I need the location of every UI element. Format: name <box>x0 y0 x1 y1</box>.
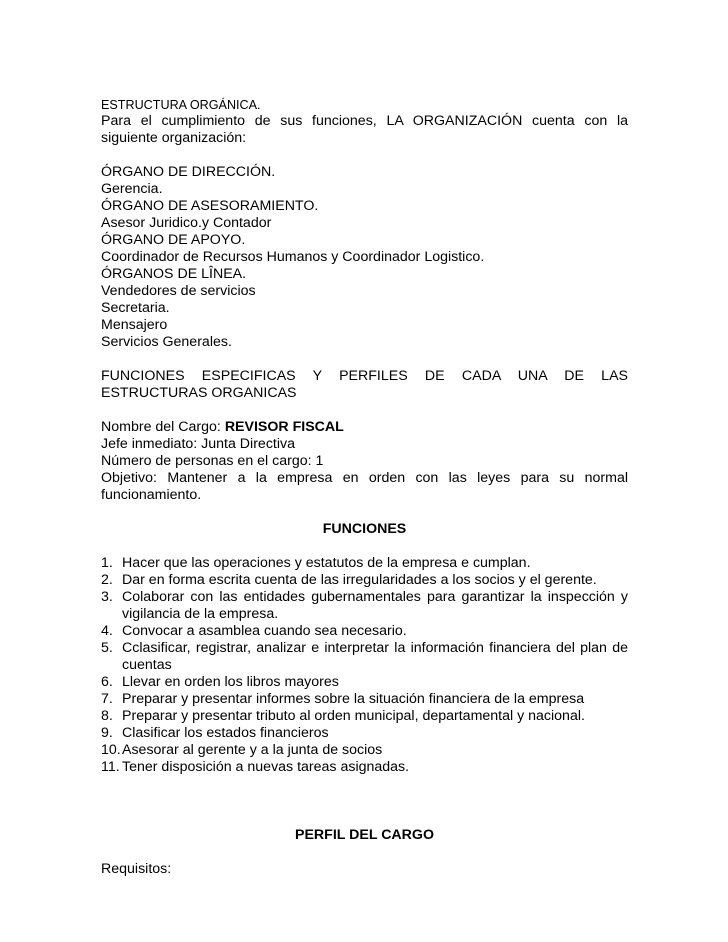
organ-item: Coordinador de Recursos Humanos y Coordinador Logistico. <box>101 249 485 265</box>
list-item <box>101 759 628 776</box>
list-text: Preparar y presentar informes sobre la situación financiera de la empresa <box>122 691 585 707</box>
document-page <box>101 97 628 878</box>
list-item <box>101 640 628 674</box>
organ-heading: ÓRGANO DE DIRECCIÓN. <box>101 164 276 180</box>
perfil-title: PERFIL DEL CARGO <box>295 827 434 843</box>
list-number: 3. <box>101 589 113 605</box>
list-number: 9. <box>101 725 113 741</box>
requisitos-label: Requisitos: <box>101 861 172 877</box>
list-item <box>101 555 628 572</box>
list-item <box>101 691 628 708</box>
funciones-list <box>101 555 628 776</box>
list-text: Colaborar con las entidades gubernamentales para garantizar la inspección y vigilancia de la empresa. <box>122 589 628 622</box>
list-number: 11. <box>101 759 120 775</box>
organ-item: Mensajero <box>101 317 168 333</box>
organ-heading: ÓRGANO DE ASESORAMIENTO. <box>101 198 319 214</box>
organ-item: Asesor Juridico.y Contador <box>101 215 272 231</box>
list-text: Cclasificar, registrar, analizar e interpretar la información financiera del plan de cuentas <box>122 640 628 673</box>
list-number: 7. <box>101 691 113 707</box>
list-item <box>101 623 628 640</box>
list-number: 4. <box>101 623 113 639</box>
organ-item: Gerencia. <box>101 181 163 197</box>
list-item <box>101 589 628 623</box>
job-details <box>101 419 628 504</box>
job-name-label: Nombre del Cargo: <box>101 419 225 435</box>
list-text: Convocar a asamblea cuando sea necesario. <box>122 623 407 639</box>
job-boss: Jefe inmediato: Junta Directiva <box>101 436 295 452</box>
list-number: 8. <box>101 708 113 724</box>
list-text: Preparar y presentar tributo al orden municipal, departamental y nacional. <box>122 708 585 724</box>
list-text: Asesorar al gerente y a la junta de socios <box>122 742 383 758</box>
job-name-value: REVISOR FISCAL <box>224 419 344 435</box>
organ-structure <box>101 164 628 351</box>
organ-item: Secretaria. <box>101 300 170 316</box>
organ-heading: ÓRGANO DE APOYO. <box>101 232 246 248</box>
list-number: 5. <box>101 640 113 656</box>
list-item <box>101 725 628 742</box>
list-number: 2. <box>101 572 113 588</box>
list-number: 10. <box>101 742 121 758</box>
list-text: Tener disposición a nuevas tareas asignadas. <box>122 759 410 775</box>
job-objective: Objetivo: Mantener a la empresa en orden con las leyes para su normal funcionamiento. <box>101 470 628 503</box>
organ-item: Servicios Generales. <box>101 334 232 350</box>
intro-paragraph: Para el cumplimiento de sus funciones, LA ORGANIZACIÓN cuenta con la siguiente organización: <box>101 113 628 146</box>
list-item <box>101 572 628 589</box>
list-text: Llevar en orden los libros mayores <box>122 674 339 690</box>
section-title: ESTRUCTURA ORGÁNICA. <box>101 98 261 112</box>
list-item <box>101 708 628 725</box>
list-number: 6. <box>101 674 113 690</box>
list-item <box>101 674 628 691</box>
organ-heading: ÓRGANOS DE LÎNEA. <box>101 266 247 282</box>
job-count: Número de personas en el cargo: 1 <box>101 453 324 469</box>
list-text: Clasificar los estados financieros <box>122 725 329 741</box>
list-item <box>101 742 628 759</box>
functions-heading: FUNCIONES ESPECIFICAS Y PERFILES DE CADA UNA DE LAS ESTRUCTURAS ORGANICAS <box>101 368 628 401</box>
list-text: Dar en forma escrita cuenta de las irregularidades a los socios y el gerente. <box>122 572 597 588</box>
list-text: Hacer que las operaciones y estatutos de la empresa e cumplan. <box>122 555 531 571</box>
job-name-line <box>101 419 628 436</box>
list-number: 1. <box>101 555 113 571</box>
organ-item: Vendedores de servicios <box>101 283 256 299</box>
funciones-title: FUNCIONES <box>322 521 407 537</box>
